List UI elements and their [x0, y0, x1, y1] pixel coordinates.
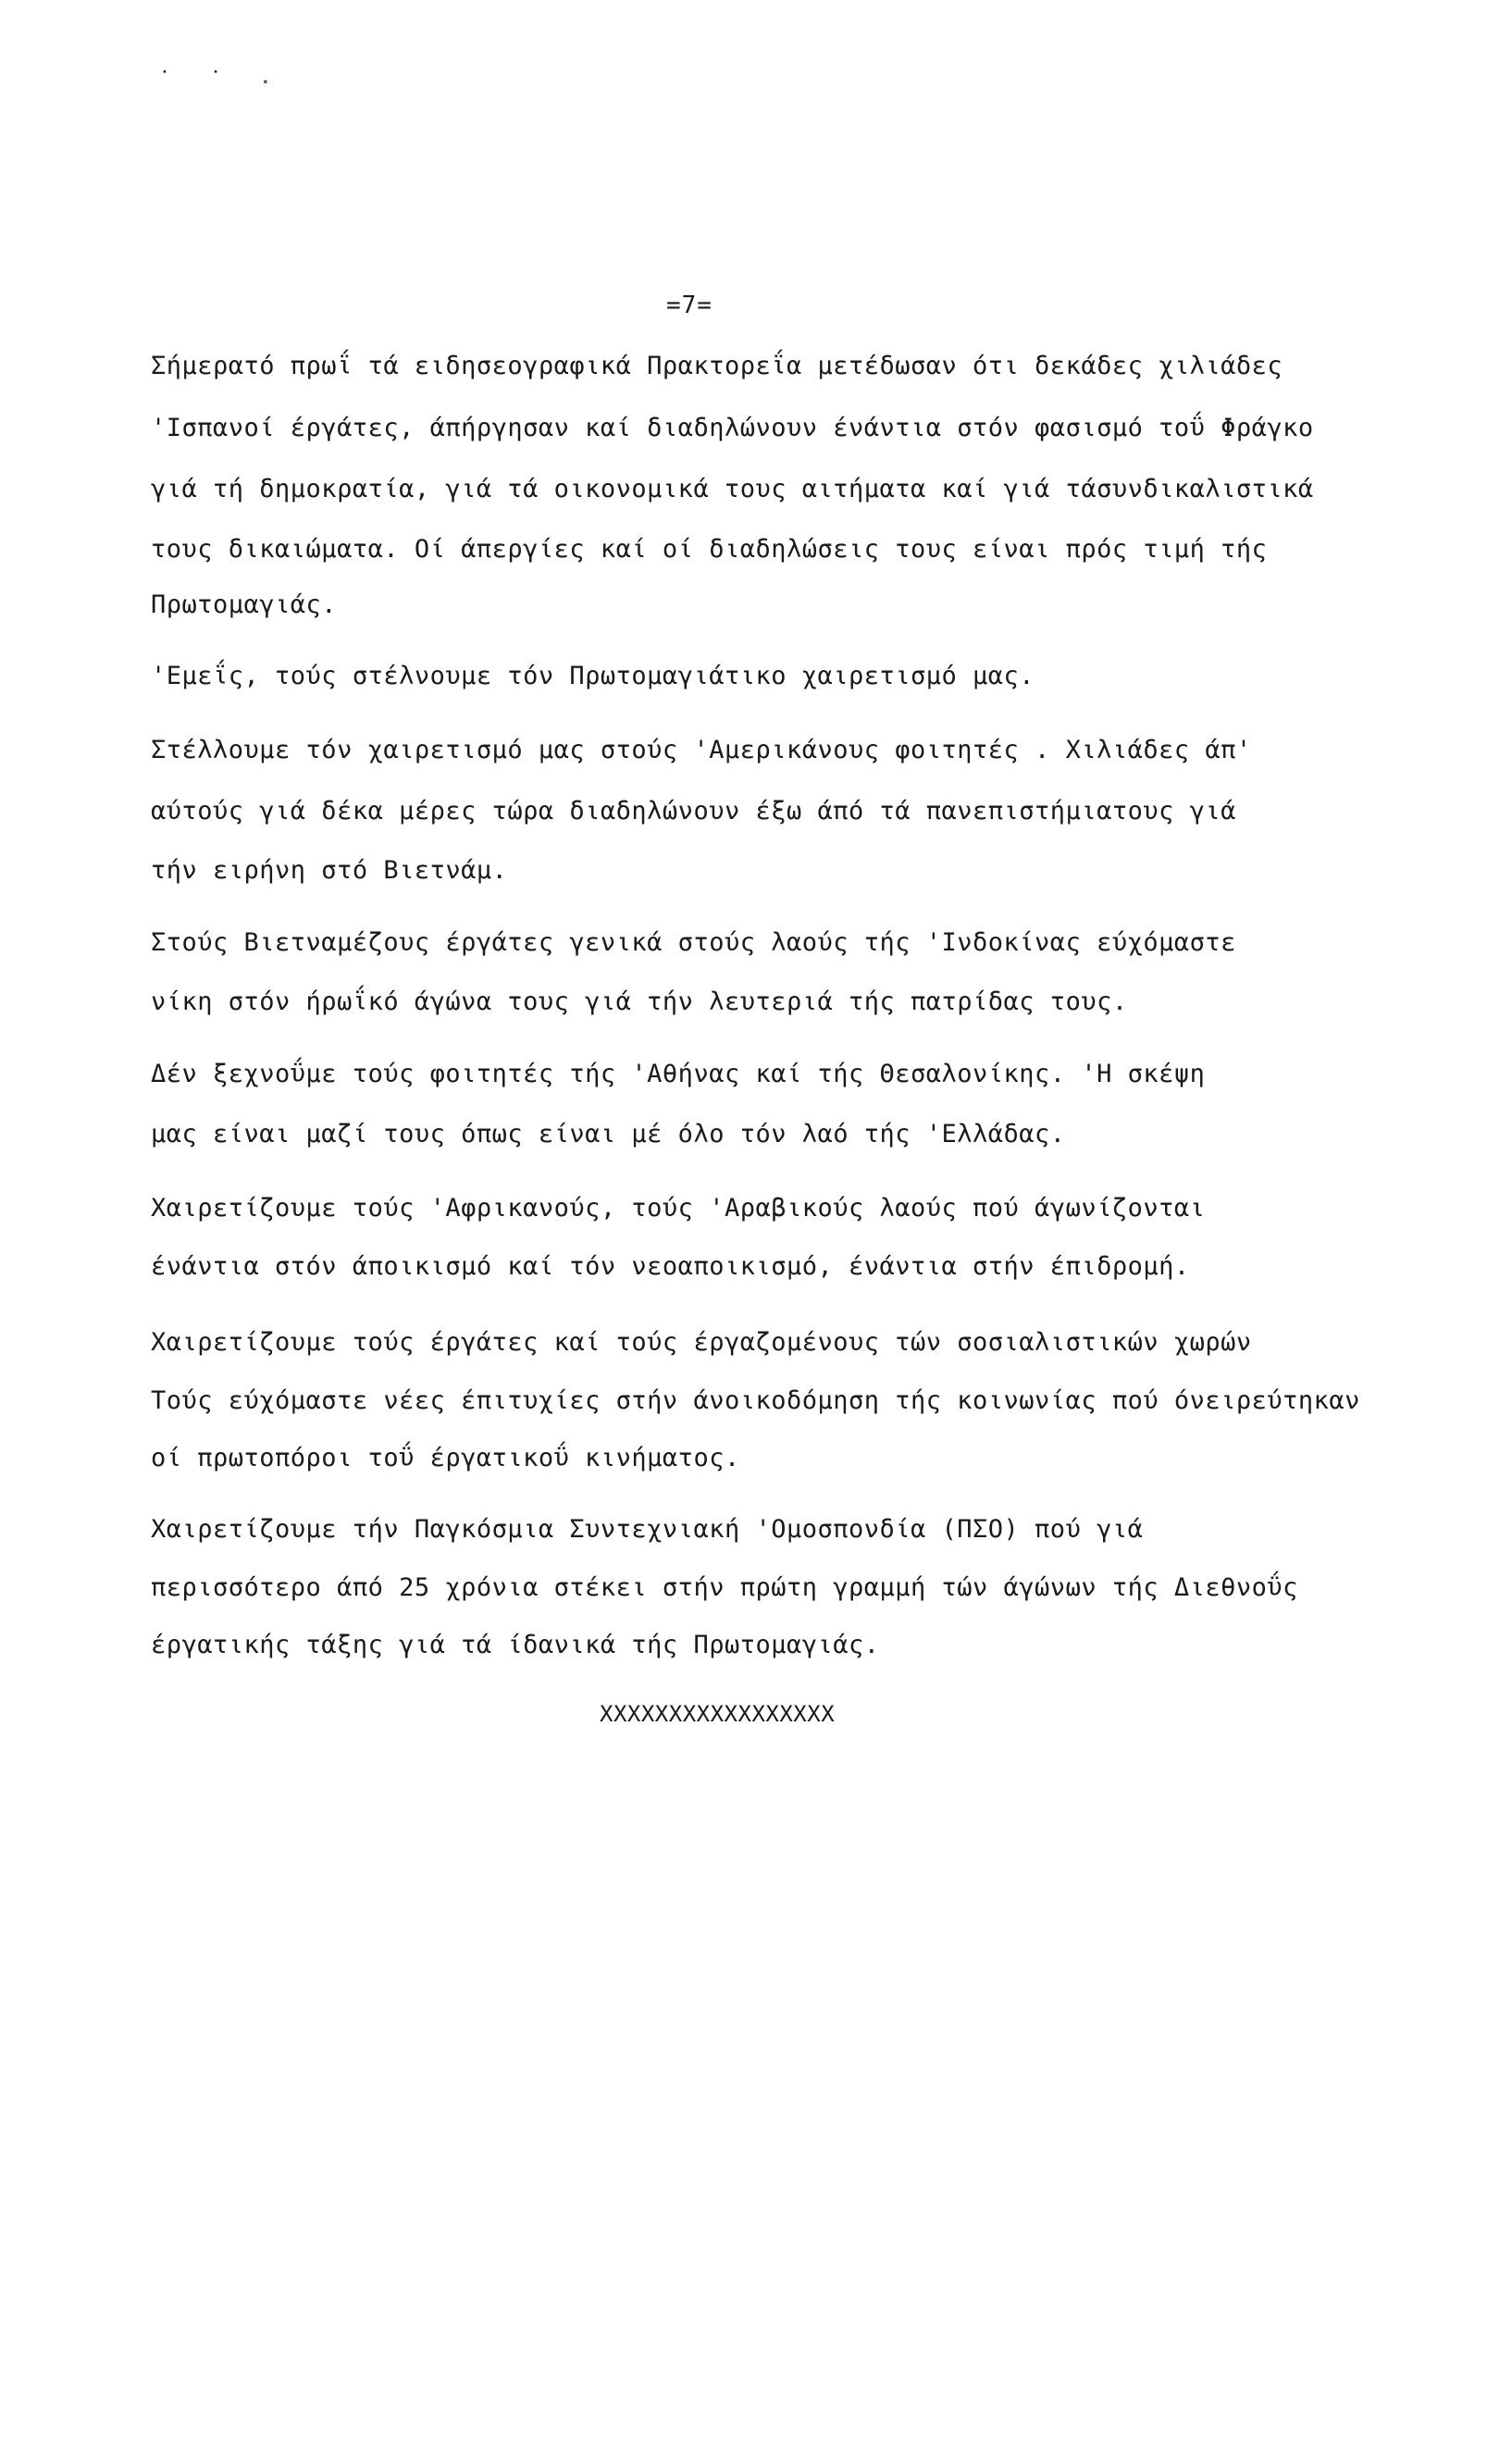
body-line: Δέν ξεχνοΰμε τούς φοιτητές τής 'Αθήνας καί τής Θεσαλονίκης. 'Η σκέψη	[151, 1060, 1206, 1088]
body-line: μας είναι μαζί τους όπως είναι μέ όλο τόν λαό τής 'Ελλάδας.	[151, 1120, 1066, 1149]
body-line: έργατικής τάξης γιά τά ίδανικά τής Πρωτομαγιάς.	[151, 1631, 880, 1659]
body-line: Τούς εύχόμαστε νέες έπιτυχίες στήν άνοικοδόμηση τής κοινωνίας πού όνειρεύτηκαν	[151, 1386, 1360, 1415]
body-line: Στούς Βιετναμέζους έργάτες γενικά στούς λαούς τής 'Ινδοκίνας εύχόμαστε	[151, 928, 1236, 957]
body-line: 'Εμεΐς, τούς στέλνουμε τόν Πρωτομαγιάτικο χαιρετισμό μας.	[151, 662, 1035, 690]
body-line: οί πρωτοπόροι τοΰ έργατικοΰ κινήματος.	[151, 1444, 740, 1472]
body-line: ένάντια στόν άποικισμό καί τόν νεοαποικισμό, ένάντια στήν έπιδρομή.	[151, 1252, 1190, 1281]
body-line: Στέλλουμε τόν χαιρετισμό μας στούς 'Αμερικάνους φοιτητές . Χιλιάδες άπ'	[151, 736, 1252, 764]
body-line: αύτούς γιά δέκα μέρες τώρα διαδηλώνουν έξω άπό τά πανεπιστήμιατους γιά	[151, 797, 1236, 826]
body-line: Πρωτομαγιάς.	[151, 590, 338, 619]
body-line: Χαιρετίζουμε τούς 'Αφρικανούς, τούς 'Αραβικούς λαούς πού άγωνίζονται	[151, 1194, 1206, 1223]
body-line: Χαιρετίζουμε τήν Παγκόσμια Συντεχνιακή 'Ομοσπονδία (ΠΣΟ) πού γιά	[151, 1515, 1144, 1544]
body-line: Χαιρετίζουμε τούς έργάτες καί τούς έργαζομένους τών σοσιαλιστικών χωρών	[151, 1328, 1252, 1357]
scan-specks: ⸱ ⸱ ⸼	[162, 61, 286, 84]
body-line: Σήμερατό πρωΐ τά ειδησεογραφικά Πρακτορεΐα μετέδωσαν ότι δεκάδες χιλιάδες	[151, 352, 1283, 380]
body-line: τους δικαιώματα. Οί άπεργίες καί οί διαδηλώσεις τους είναι πρός τιμή τής	[151, 535, 1268, 564]
body-line: γιά τή δημοκρατία, γιά τά οικονομικά τους αιτήματα καί γιά τάσυνδικαλιστικά	[151, 475, 1314, 503]
page-number: =7=	[666, 292, 713, 319]
body-line: 'Ισπανοί έργάτες, άπήργησαν καί διαδηλώνουν ένάντια στόν φασισμό τοΰ Φράγκο	[151, 414, 1314, 442]
body-line: τήν ειρήνη στό Βιετνάμ.	[151, 856, 508, 885]
body-line: περισσότερο άπό 25 χρόνια στέκει στήν πρώτη γραμμή τών άγώνων τής Διεθνοΰς	[151, 1573, 1298, 1602]
closing-mark: XXXXXXXXXXXXXXXXX	[600, 1701, 836, 1727]
body-line: νίκη στόν ήρωΐκό άγώνα τους γιά τήν λευτεριά τής πατρίδας τους.	[151, 987, 1128, 1016]
